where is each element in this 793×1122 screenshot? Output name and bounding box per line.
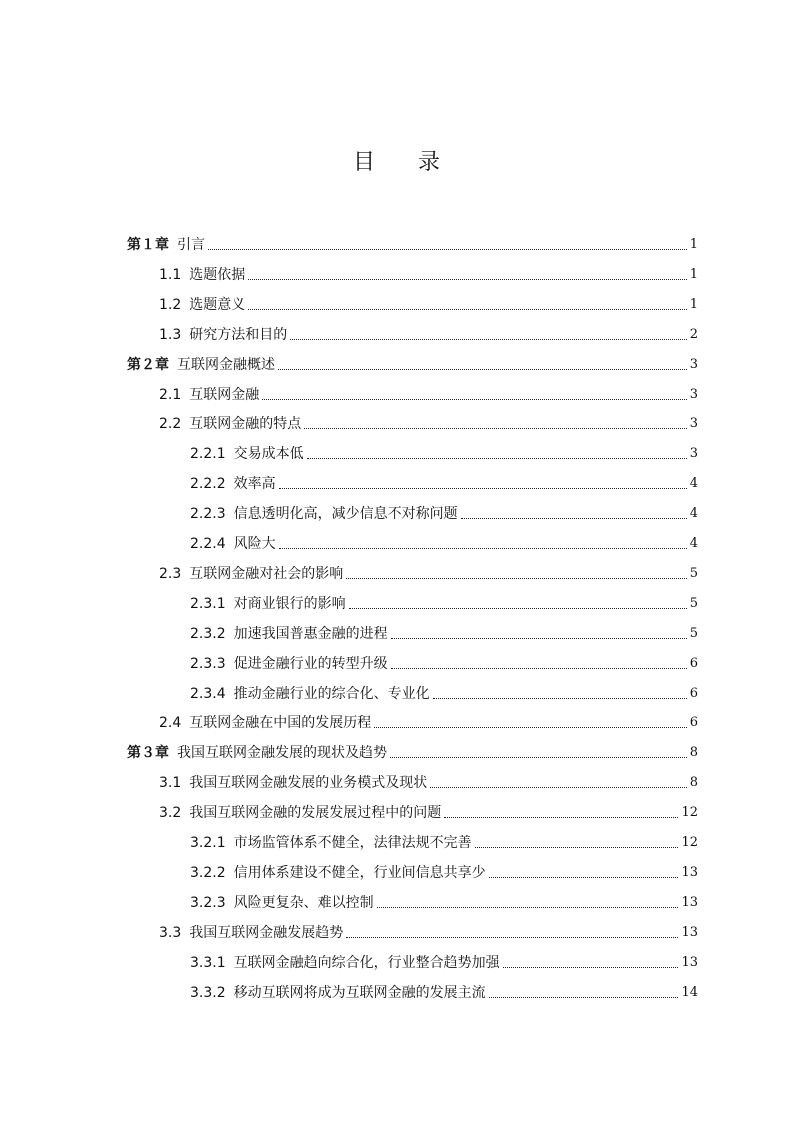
- toc-entry[interactable]: [190, 529, 698, 553]
- toc-entry-number: 2.3.1: [190, 595, 226, 612]
- toc-entry-number: 2.2: [159, 416, 182, 433]
- toc-entry[interactable]: [159, 290, 698, 314]
- dot-leader: [374, 727, 686, 728]
- toc-entry-title: 信用体系建设不健全，行业间信息共享少: [233, 864, 486, 881]
- toc-entry-page-number: 8: [689, 775, 698, 791]
- toc-entry[interactable]: [190, 858, 698, 882]
- toc-entry-title: 效率高: [233, 476, 276, 493]
- toc-entry-title: 我国互联网金融的发展发展过程中的问题: [189, 805, 442, 822]
- toc-entry-title: 移动互联网将成为互联网金融的发展主流: [233, 984, 486, 1001]
- toc-entry[interactable]: [159, 798, 698, 822]
- toc-entry-page-number: 13: [681, 954, 698, 970]
- toc-entry[interactable]: [159, 559, 698, 583]
- toc-entry[interactable]: [190, 828, 698, 852]
- toc-entry-title: 研究方法和目的: [189, 326, 288, 343]
- dot-leader: [430, 787, 686, 788]
- toc-entry-page-number: 4: [689, 506, 698, 522]
- toc-entry-title: 选题依据: [189, 266, 246, 283]
- toc-entry-page-number: 13: [681, 894, 698, 910]
- toc-entry-number: 3.2.3: [190, 894, 226, 911]
- toc-entry-number: 第２章: [127, 356, 169, 373]
- toc-entry-number: 第３章: [127, 745, 169, 762]
- toc-entry-number: 3.3.2: [190, 984, 226, 1001]
- toc-entry-title: 互联网金融趋向综合化，行业整合趋势加强: [233, 954, 500, 971]
- toc-entry-title: 风险更复杂、难以控制: [233, 894, 374, 911]
- toc-entry-title: 我国互联网金融发展的业务模式及现状: [189, 775, 428, 792]
- dot-leader: [248, 279, 686, 280]
- toc-entry[interactable]: [190, 948, 698, 972]
- toc-entry-number: 3.2.2: [190, 864, 226, 881]
- dot-leader: [461, 518, 687, 519]
- toc-entry[interactable]: [159, 260, 698, 284]
- toc-entry-title: 引言: [177, 237, 205, 253]
- toc-entry-number: 3.3.1: [190, 954, 226, 971]
- toc-entry-page-number: 14: [681, 984, 698, 1000]
- toc-entry-title: 信息透明化高，减少信息不对称问题: [233, 506, 458, 523]
- dot-leader: [377, 907, 679, 908]
- toc-entry-title: 我国互联网金融发展的现状及趋势: [177, 745, 387, 762]
- toc-entry-page-number: 1: [689, 266, 698, 282]
- toc-entry-page-number: 5: [689, 565, 698, 581]
- dot-leader: [390, 757, 687, 758]
- toc-entry-title: 互联网金融: [189, 386, 260, 403]
- toc-entry[interactable]: [159, 708, 698, 732]
- toc-entry-title: 风险大: [233, 536, 276, 552]
- dot-leader: [208, 249, 687, 250]
- dot-leader: [304, 428, 686, 429]
- dot-leader: [279, 488, 687, 489]
- toc-entry[interactable]: [190, 978, 698, 1002]
- dot-leader: [307, 458, 687, 459]
- toc-entry[interactable]: [159, 918, 698, 942]
- dot-leader: [391, 638, 687, 639]
- toc-entry-number: 3.1: [159, 775, 182, 792]
- dot-leader: [489, 997, 679, 998]
- toc-entry[interactable]: [190, 439, 698, 463]
- toc-entry[interactable]: [127, 230, 698, 254]
- dot-leader: [489, 877, 679, 878]
- toc-entry-number: 3.2: [159, 805, 182, 822]
- toc-entry-title: 互联网金融概述: [177, 356, 275, 373]
- toc-entry-page-number: 3: [689, 416, 698, 432]
- toc-entry-page-number: 3: [689, 386, 698, 402]
- toc-entry[interactable]: [127, 350, 698, 374]
- toc-entry-title: 对商业银行的影响: [233, 595, 346, 612]
- toc-entry-number: 2.1: [159, 386, 182, 403]
- toc-entry-page-number: 12: [681, 835, 698, 850]
- toc-entry-title: 市场监管体系不健全，法律法规不完善: [233, 835, 472, 851]
- toc-entry-page-number: 6: [689, 685, 698, 701]
- toc-entry-page-number: 13: [681, 924, 698, 940]
- toc-entry-title: 我国互联网金融发展趋势: [189, 924, 344, 941]
- toc-entry-page-number: 1: [689, 296, 698, 312]
- dot-leader: [290, 339, 686, 340]
- toc-entry-title: 交易成本低: [233, 446, 304, 463]
- toc-entry-page-number: 8: [689, 745, 698, 761]
- page-title: 目 录: [353, 150, 458, 175]
- toc-entry-title: 互联网金融的特点: [189, 416, 302, 433]
- toc-entry[interactable]: [159, 320, 698, 344]
- toc-entry[interactable]: [159, 768, 698, 792]
- toc-entry-number: 3.2.1: [190, 835, 226, 851]
- dot-leader: [248, 309, 686, 310]
- dot-leader: [278, 369, 687, 370]
- toc-entry-page-number: 3: [689, 356, 698, 372]
- toc-entry-number: 2.3.4: [190, 685, 226, 702]
- dot-leader: [346, 578, 686, 579]
- toc-entry-title: 加速我国普惠金融的进程: [233, 625, 388, 642]
- toc-entry[interactable]: [190, 619, 698, 643]
- toc-entry-number: 1.1: [159, 266, 182, 283]
- dot-leader: [444, 817, 678, 818]
- dot-leader: [349, 608, 687, 609]
- toc-entry[interactable]: [159, 380, 698, 404]
- dot-leader: [262, 399, 686, 400]
- toc-entry[interactable]: [127, 738, 698, 762]
- toc-entry[interactable]: [190, 589, 698, 613]
- toc-entry-number: 2.3: [159, 565, 182, 582]
- dot-leader: [346, 937, 678, 938]
- toc-entry-page-number: 12: [681, 805, 698, 821]
- toc-entry-number: 第１章: [127, 237, 169, 253]
- toc-entry-number: 2.2.1: [190, 446, 226, 463]
- toc-entry-number: 1.3: [159, 326, 182, 343]
- toc-entry[interactable]: [190, 679, 698, 703]
- toc-entry-page-number: 6: [689, 715, 698, 731]
- toc-entry-page-number: 2: [689, 326, 698, 342]
- toc-entry-page-number: 4: [689, 476, 698, 492]
- toc-entry[interactable]: [190, 469, 698, 493]
- toc-entry-page-number: 3: [689, 446, 698, 462]
- dot-leader: [503, 967, 679, 968]
- toc-entry[interactable]: [190, 649, 698, 673]
- toc-entry-page-number: 5: [689, 625, 698, 641]
- toc-entry-title: 互联网金融对社会的影响: [189, 565, 344, 582]
- dot-leader: [475, 847, 679, 848]
- dot-leader: [279, 548, 687, 549]
- toc-entry-number: 2.3.3: [190, 655, 226, 672]
- toc-entry[interactable]: [190, 499, 698, 523]
- toc-entry-number: 3.3: [159, 924, 182, 941]
- toc-entry-page-number: 13: [681, 864, 698, 880]
- toc-entry-title: 促进金融行业的转型升级: [233, 655, 388, 672]
- toc-entry-number: 1.2: [159, 296, 182, 313]
- toc-entry-number: 2.3.2: [190, 625, 226, 642]
- toc-entry-number: 2.2.3: [190, 506, 226, 523]
- toc-entry-page-number: 4: [689, 536, 698, 551]
- toc-entry-title: 选题意义: [189, 296, 246, 313]
- toc-entry[interactable]: [190, 888, 698, 912]
- toc-entry-title: 推动金融行业的综合化、专业化: [233, 685, 430, 702]
- toc-entry-number: 2.2.2: [190, 476, 226, 493]
- toc-entry-page-number: 5: [689, 595, 698, 611]
- toc-entry-page-number: 1: [689, 237, 698, 252]
- dot-leader: [391, 668, 687, 669]
- toc-entry-number: 2.2.4: [190, 536, 226, 552]
- toc-entry-page-number: 6: [689, 655, 698, 671]
- dot-leader: [433, 698, 687, 699]
- toc-entry[interactable]: [159, 409, 698, 433]
- toc-entry-title: 互联网金融在中国的发展历程: [189, 715, 372, 732]
- toc-entry-number: 2.4: [159, 715, 182, 732]
